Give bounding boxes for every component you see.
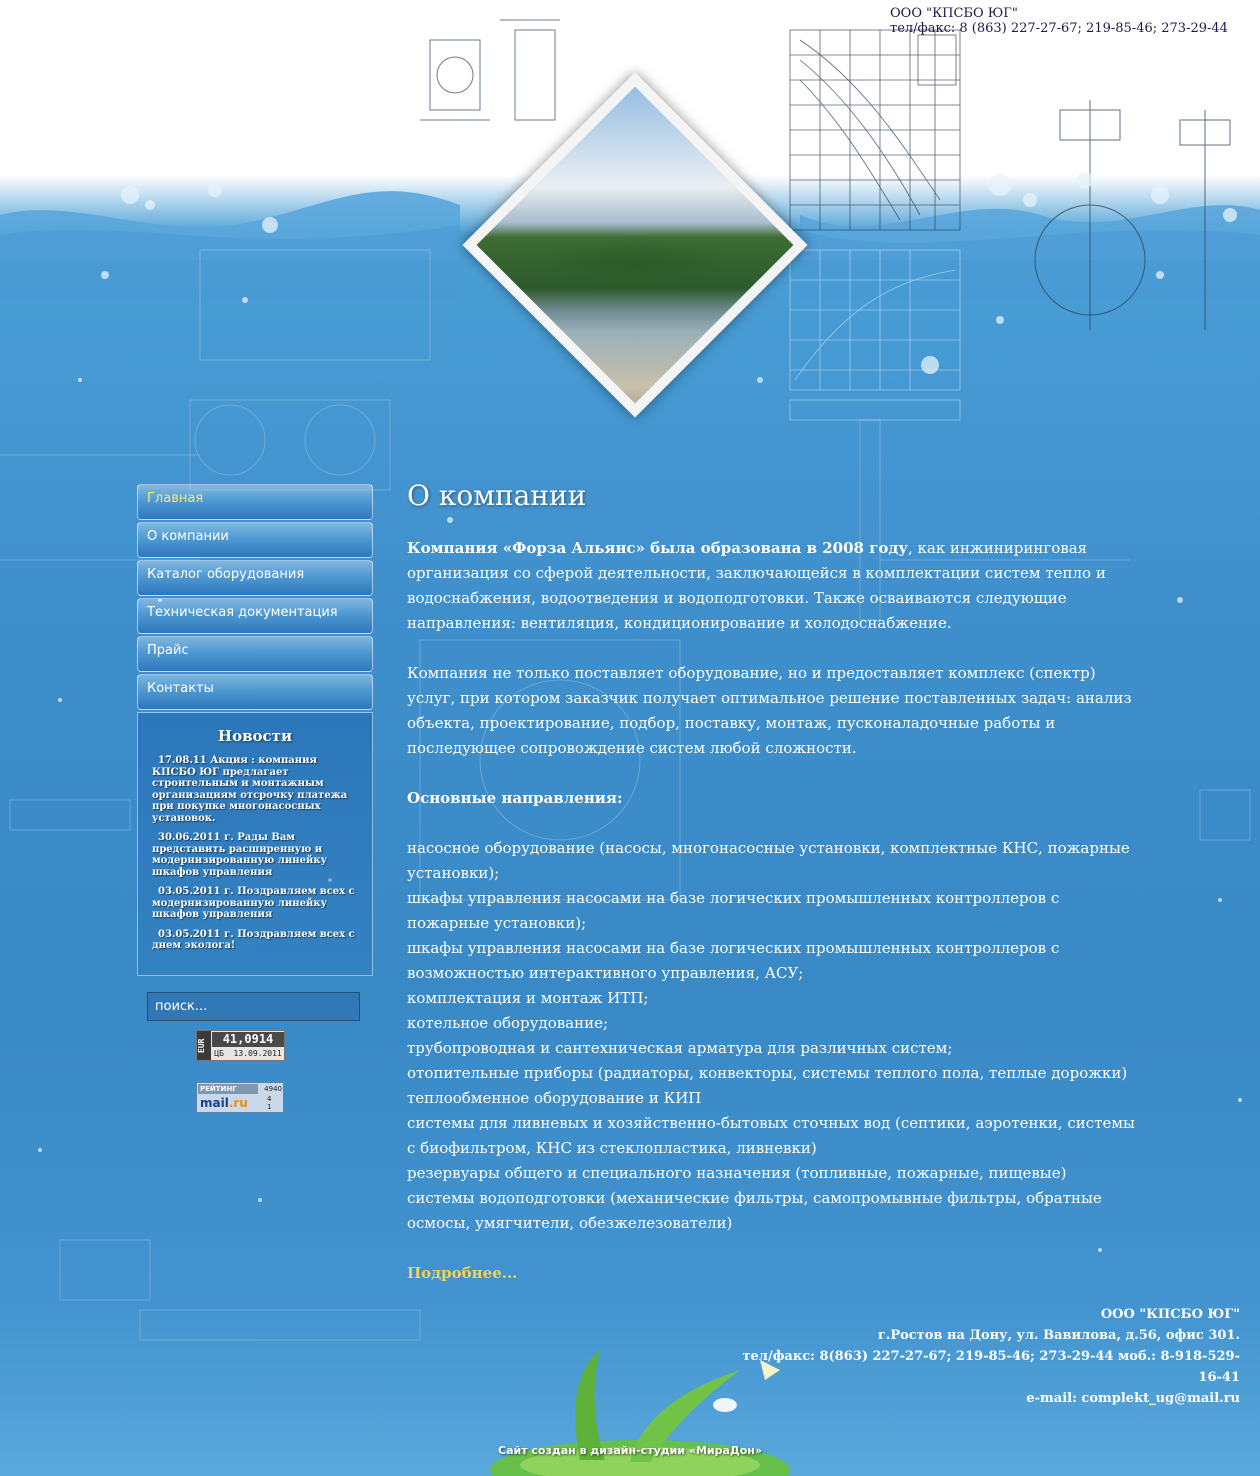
- list-item: шкафы управления насосами на базе логических промышленных контроллеров с пожарные установки);: [407, 889, 1060, 932]
- header-company: ООО "КПСБО ЮГ": [890, 6, 1018, 21]
- news-title: Новости: [217, 727, 293, 745]
- list-item: насосное оборудование (насосы, многонасосные установки, комплектные КНС, пожарные установки);: [407, 839, 1130, 882]
- list-item: системы водоподготовки (механические фильтры, самопромывные фильтры, обратные осмосы, умягчители, обезжелезователи): [407, 1189, 1102, 1232]
- services-paragraph: Компания не только поставляет оборудование, но и предоставляет комплекс (спектр) услуг, при котором заказчик получает оптимальное решение поставленных задач: анализ объекта, проектирование, подбор, поставку, монтаж, пусконаладочные работы и последующее сопровождение систем любой сложности.: [407, 664, 1132, 757]
- main-content: [407, 478, 1137, 1286]
- footer-contact: [720, 1304, 1240, 1409]
- mailru-logo-right: .ru: [228, 1096, 248, 1110]
- nav-item-catalog[interactable]: Каталог оборудования: [137, 560, 373, 596]
- currency-source: ЦБ: [214, 1049, 224, 1058]
- footer-company: ООО "КПСБО ЮГ": [1100, 1307, 1240, 1322]
- intro-paragraph: [407, 536, 1137, 636]
- header-contact: [890, 6, 1230, 36]
- nav-item-price[interactable]: Прайс: [137, 636, 373, 672]
- footer-phones: тел/факс: 8(863) 227-27-67; 219-85-46; 273-29-44 моб.: 8-918-529-16-41: [742, 1349, 1240, 1385]
- list-item: системы для ливневых и хозяйственно-бытовых сточных вод (септики, аэротенки, системы с биофильтром, КНС из стеклопластика, ливневки): [407, 1114, 1135, 1157]
- intro-bold: Компания «Форза Альянс» была образована в 2008 году: [407, 539, 908, 557]
- footer-address: г.Ростов на Дону, ул. Вавилова, д.56, офис 301.: [877, 1328, 1240, 1343]
- read-more-link[interactable]: Подробнее...: [407, 1264, 518, 1282]
- rating-label: РЕЙТИНГ: [198, 1084, 258, 1094]
- list-item: шкафы управления насосами на базе логических промышленных контроллеров с возможностью интерактивного управления, АСУ;: [407, 939, 1060, 982]
- news-item[interactable]: 03.05.2011 г. Поздравляем всех с модернизированную линейку шкафов управления: [152, 886, 355, 920]
- river-landscape-image: [462, 77, 807, 417]
- page-title: О компании: [407, 479, 587, 512]
- list-item: теплообменное оборудование и КИП: [407, 1089, 702, 1107]
- news-item[interactable]: 03.05.2011 г. Поздравляем всех с днем эколога!: [152, 928, 355, 951]
- intro-rest: , как инжиниринговая организация со сферой деятельности, заключающейся в комплектации систем тепло и водоснабжения, водоотведения и водоподготовки. Также осваиваются следующие направления: вентиляция, кондиционирование и холодоснабжение.: [407, 539, 1106, 632]
- hero-photo: [465, 75, 805, 415]
- mailru-logo-left: mail: [200, 1096, 229, 1110]
- studio-credit-link[interactable]: Сайт создан в дизайн-студии «МираДон»: [498, 1444, 762, 1457]
- list-item: трубопроводная и сантехническая арматура для различных систем;: [407, 1039, 953, 1057]
- rating-number: 4940: [264, 1085, 282, 1093]
- currency-widget[interactable]: [196, 1030, 285, 1061]
- currency-date-value: 13.09.2011: [233, 1049, 282, 1058]
- currency-code: EUR: [197, 1031, 211, 1060]
- nav-item-home[interactable]: Главная: [137, 484, 373, 520]
- list-item: резервуары общего и специального назначения (топливные, пожарные, пищевые): [407, 1164, 1067, 1182]
- footer-email[interactable]: e-mail: complekt_ug@mail.ru: [1026, 1391, 1240, 1406]
- currency-value: 41,0914: [212, 1032, 284, 1047]
- news-panel: [137, 712, 373, 976]
- counter-stat-2: 1: [267, 1103, 272, 1111]
- list-item: отопительные приборы (радиаторы, конвекторы, системы теплого пола, теплые дорожки): [407, 1064, 1128, 1082]
- news-item[interactable]: 17.08.11 Акция : компания КПСБО ЮГ предлагает строительным и монтажным организациям отсрочку платежа при покупке многонасосных установок.: [152, 755, 348, 824]
- hero-photo-frame: [462, 72, 807, 417]
- nav-item-contacts[interactable]: Контакты: [137, 674, 373, 710]
- directions-title: Основные направления:: [407, 789, 623, 807]
- list-item: комплектация и монтаж ИТП;: [407, 989, 649, 1007]
- header-phones: тел/факс: 8 (863) 227-27-67; 219-85-46; 273-29-44: [890, 21, 1228, 36]
- mailru-logo: [198, 1096, 258, 1111]
- main-navigation: [137, 484, 373, 712]
- search-input[interactable]: [147, 992, 360, 1021]
- nav-item-about[interactable]: О компании: [137, 522, 373, 558]
- currency-date: [212, 1047, 284, 1060]
- nav-item-tech-docs[interactable]: Техническая документация: [137, 598, 373, 634]
- rating-counter[interactable]: [196, 1082, 284, 1113]
- list-item: котельное оборудование;: [407, 1014, 609, 1032]
- counter-stat-1: 4: [267, 1095, 272, 1103]
- directions-list: [407, 836, 1137, 1236]
- news-item[interactable]: 30.06.2011 г. Рады Вам представить расширенную и модернизированную линейку шкафов управления: [152, 832, 327, 878]
